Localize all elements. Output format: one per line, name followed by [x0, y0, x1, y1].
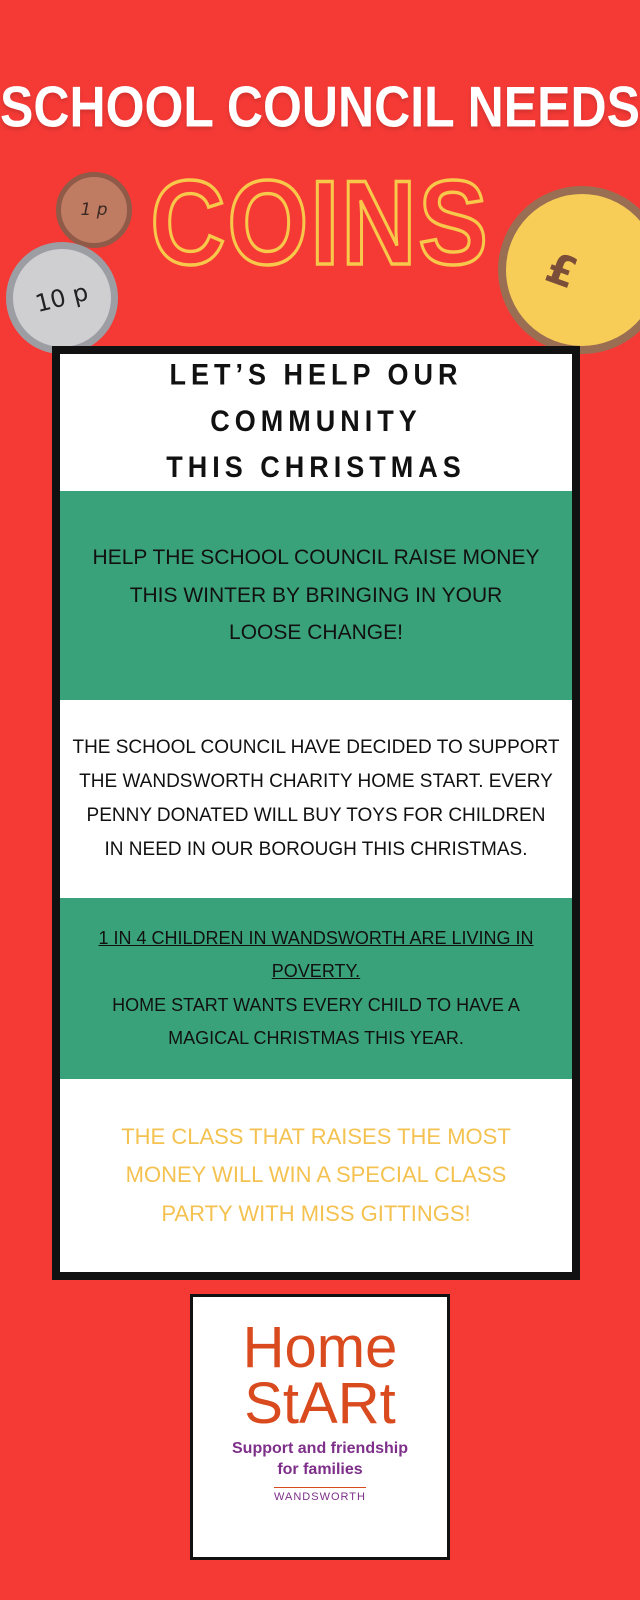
- logo-home-text: Home: [242, 1315, 398, 1380]
- charity-support-section: [60, 700, 572, 898]
- poverty-section: [60, 898, 572, 1079]
- home-start-logo: [190, 1294, 450, 1560]
- class-prize-section: [60, 1079, 572, 1272]
- info-panel: [52, 346, 580, 1280]
- one-penny-label: 1 p: [80, 200, 108, 220]
- ten-pence-label: 10 p: [32, 277, 92, 319]
- logo-location: WANDSWORTH: [274, 1487, 366, 1503]
- info-panel-inner: [60, 354, 572, 1272]
- class-prize-text: THE CLASS THAT RAISES THE MOST MONEY WILL WIN A SPECIAL CLASS PARTY WITH MISS GITTINGS!: [121, 1123, 511, 1226]
- coins-heading: COINS: [150, 157, 490, 291]
- poverty-text: [86, 889, 545, 1089]
- panel-title: LET’S HELP OUR COMMUNITY THIS CHRISTMAS: [166, 358, 466, 484]
- charity-support-text: THE SCHOOL COUNCIL HAVE DECIDED TO SUPPORT THE WANDSWORTH CHARITY HOME START. EVERY PENNY DONATED WILL BUY TOYS FOR CHILDREN IN NEED IN OUR BOROUGH THIS CHRISTMAS.: [72, 736, 560, 861]
- headline: SCHOOL COUNCIL NEEDS: [0, 74, 640, 140]
- logo-start-text: StARt: [244, 1371, 396, 1436]
- poverty-statistic: 1 IN 4 CHILDREN IN WANDSWORTH ARE LIVING IN POVERTY.: [98, 927, 534, 982]
- poverty-message: HOME START WANTS EVERY CHILD TO HAVE A MAGICAL CHRISTMAS THIS YEAR.: [112, 994, 520, 1048]
- pound-label: £: [539, 241, 585, 299]
- panel-title-section: [60, 354, 572, 490]
- raise-money-text: HELP THE SCHOOL COUNCIL RAISE MONEY THIS WINTER BY BRINGING IN YOUR LOOSE CHANGE!: [92, 545, 540, 645]
- logo-tagline: Support and friendship for families: [232, 1440, 408, 1478]
- raise-money-section: [60, 491, 572, 700]
